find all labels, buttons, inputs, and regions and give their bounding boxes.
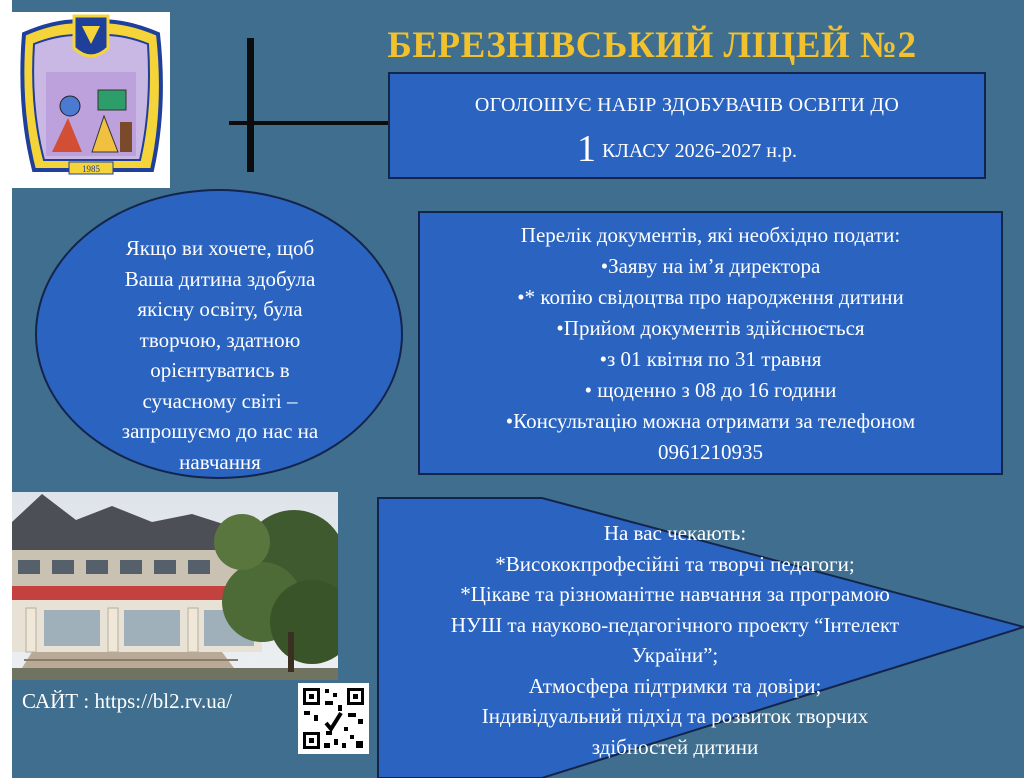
announcement-line-1: ОГОЛОШУЄ НАБІР ЗДОБУВАЧІВ ОСВІТИ ДО [474, 94, 900, 116]
offer-line: Атмосфера підтримки та довіри; [528, 673, 822, 698]
invitation-line: запрошуємо до нас на [121, 419, 319, 443]
phone-number: 0961210935 [658, 440, 763, 464]
invitation-line: сучасному світі – [142, 388, 298, 413]
documents-heading: Перелік документів, які необхідно подати: [520, 223, 901, 247]
offer-line: *Висококпрофесійні та творчі педагоги; [495, 551, 855, 576]
documents-item: •Прийом документів здійснюється [556, 316, 865, 340]
qr-code-icon[interactable] [298, 683, 369, 754]
school-logo [12, 12, 170, 188]
school-title: БЕРЕЗНІВСЬКИЙ ЛІЦЕЙ №2 [387, 25, 917, 66]
offer-line: здібностей дитини [591, 734, 759, 759]
invitation-line: орієнтуватись в [150, 358, 290, 382]
documents-box [418, 211, 1003, 475]
offer-line: України”; [631, 643, 719, 667]
decorative-vertical-line [247, 38, 254, 172]
logo-year: 1985 [82, 164, 100, 174]
offer-text [400, 518, 950, 762]
announcement-line-2 [390, 127, 984, 171]
offer-heading: На вас чекають: [603, 521, 747, 545]
documents-item: • щоденно з 08 до 16 години [584, 378, 837, 402]
documents-item: •* копію свідоцтва про народження дитини [517, 285, 904, 309]
offer-line: *Цікаве та різноманітне навчання за програмою [460, 582, 890, 606]
invitation-line: Ваша дитина здобула [124, 266, 316, 291]
documents-item: •Заяву на ім’я директора [600, 254, 821, 278]
offer-line: Індивідуальний підхід та розвиток творчих [481, 704, 869, 728]
invitation-line: творчою, здатною [139, 327, 301, 352]
invitation-line: Якщо ви хочете, щоб [125, 236, 315, 260]
invitation-line: навчання [179, 449, 261, 474]
invitation-text [85, 233, 355, 477]
invitation-line: якісну освіту, була [137, 297, 303, 321]
offer-line: НУШ та науково-педагогічного проекту “Інтелект [450, 612, 900, 637]
school-building-photo [12, 492, 338, 680]
admission-announcement [388, 72, 986, 179]
documents-item: •з 01 квітня по 31 травня [599, 347, 822, 371]
announcement-class-year: КЛАСУ 2026-2027 н.р. [602, 140, 797, 162]
class-number: 1 [577, 128, 597, 170]
decorative-horizontal-line [229, 121, 389, 125]
website-label[interactable]: САЙТ : https://bl2.rv.ua/ [22, 689, 232, 713]
documents-item: •Консультацію можна отримати за телефоном [505, 409, 916, 433]
